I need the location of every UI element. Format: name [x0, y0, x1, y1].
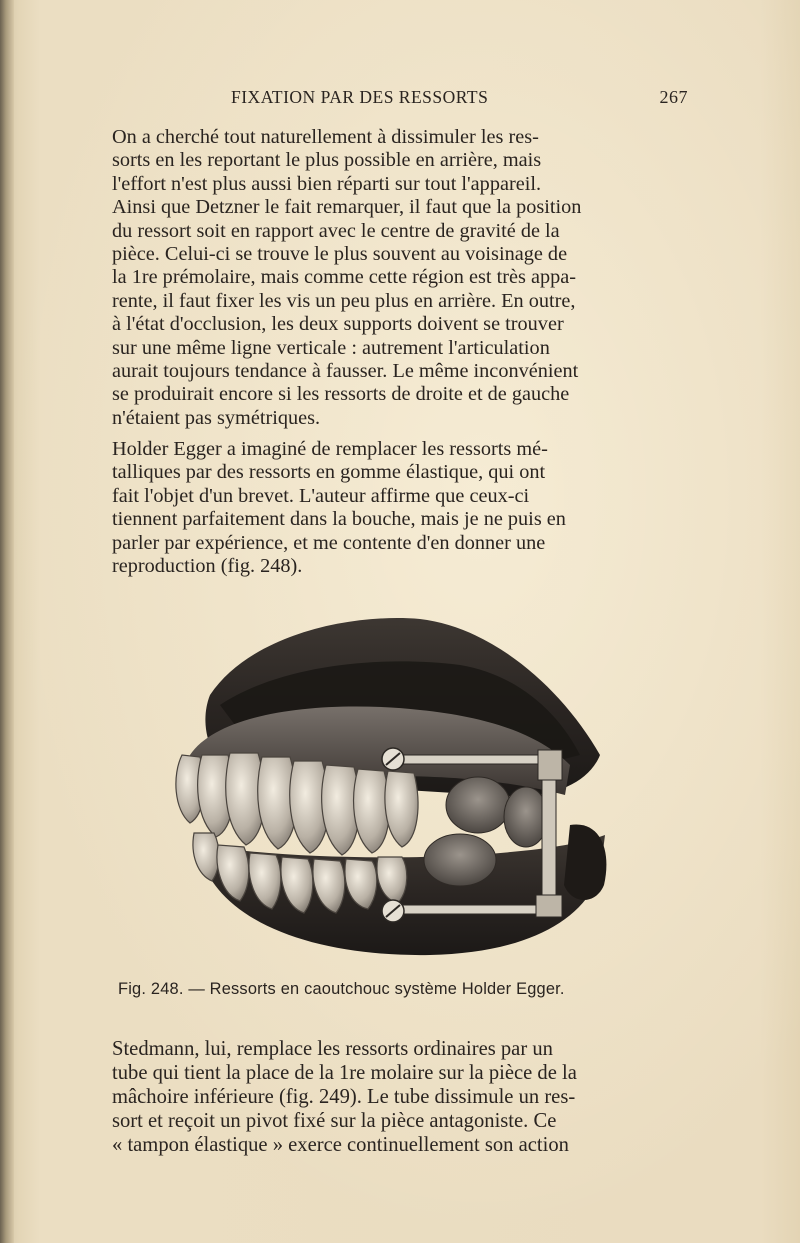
text-line: fait l'objet d'un brevet. L'auteur affirme que ceux-ci — [112, 484, 530, 507]
text-line: parler par expérience, et me contente d'en donner une — [112, 531, 546, 554]
running-head: FIXATION PAR DES RESSORTS — [231, 87, 489, 107]
text-line: talliques par des ressorts en gomme élastique, qui ont — [112, 461, 546, 484]
text-line: du ressort soit en rapport avec le centre de gravité de la — [112, 219, 560, 242]
denture-with-springs-icon — [160, 605, 620, 970]
text-line: n'étaient pas symétriques. — [112, 406, 321, 429]
text-line: rente, il faut fixer les vis un peu plus en arrière. En outre, — [112, 289, 576, 312]
text-line: aurait toujours tendance à fausser. Le même inconvénient — [112, 360, 579, 383]
text-line: On a cherché tout naturellement à dissimuler les res- — [112, 126, 539, 148]
page-number: 267 — [659, 87, 688, 107]
paragraph-3 — [86, 1037, 688, 1157]
text-line: la 1re prémolaire, mais comme cette région est très appa- — [112, 266, 577, 289]
text-line: sort et reçoit un pivot fixé sur la pièce antagoniste. Ce — [112, 1110, 557, 1132]
figure-caption: Fig. 248. — Ressorts en caoutchouc système Holder Egger. — [118, 980, 565, 998]
text-line: Stedmann, lui, remplace les ressorts ordinaires par un — [112, 1038, 553, 1060]
text-line: Holder Egger a imaginé de remplacer les ressorts mé- — [112, 438, 548, 460]
book-spine — [0, 0, 14, 1243]
text-line: se produirait encore si les ressorts de droite et de gauche — [112, 383, 570, 406]
figure-248-denture-illustration — [160, 605, 620, 970]
text-line: tiennent parfaitement dans la bouche, mais je ne puis en — [112, 508, 566, 531]
text-line: Ainsi que Detzner le fait remarquer, il faut que la position — [112, 196, 582, 219]
text-line: tube qui tient la place de la 1re molaire sur la pièce de la — [112, 1062, 577, 1084]
text-line: reproduction (fig. 248). — [112, 555, 303, 578]
text-line: l'effort n'est plus aussi bien réparti sur tout l'appareil. — [112, 172, 542, 195]
text-line: mâchoire inférieure (fig. 249). Le tube dissimule un res- — [112, 1086, 576, 1108]
text-line: sur une même ligne verticale : autrement l'articulation — [112, 336, 550, 359]
text-line: sorts en les reportant le plus possible en arrière, mais — [112, 149, 542, 172]
text-line: « tampon élastique » exerce continuellement son action — [112, 1134, 569, 1156]
text-line: pièce. Celui-ci se trouve le plus souvent au voisinage de — [112, 243, 568, 266]
text-line: à l'état d'occlusion, les deux supports doivent se trouver — [112, 313, 564, 336]
paragraph-2 — [86, 438, 688, 578]
page-header — [86, 87, 688, 113]
paragraph-1 — [86, 126, 688, 430]
